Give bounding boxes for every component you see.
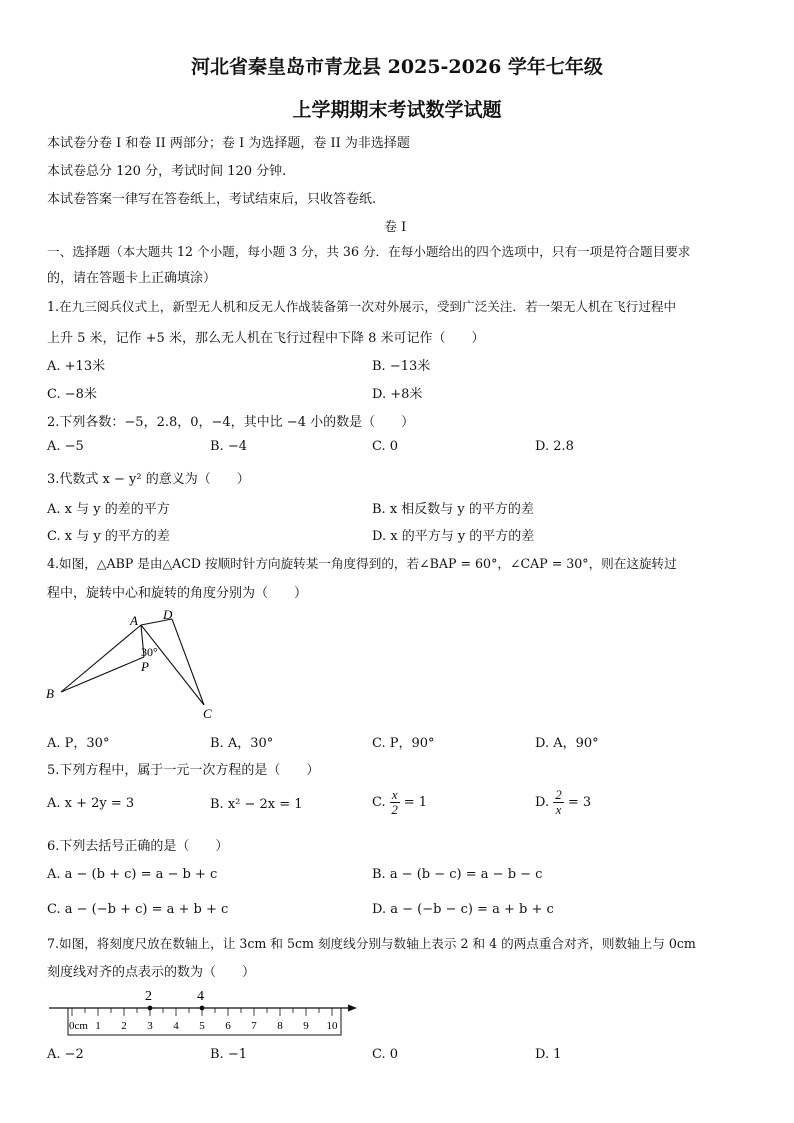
- q1-option-d[interactable]: D. +8米: [372, 387, 423, 402]
- q6-stem: 6.下列去括号正确的是（ ）: [47, 839, 229, 854]
- q5-option-c-fraction: [390, 788, 400, 817]
- q7-option-a[interactable]: A. −2: [47, 1047, 84, 1062]
- ruler-tick-label: 10: [326, 1020, 338, 1032]
- q2-option-b[interactable]: B. −4: [210, 439, 247, 454]
- q1-option-b[interactable]: B. −13米: [372, 359, 431, 374]
- q1-stem-line2: 上升 5 米，记作 +5 米，那么无人机在飞行过程中下降 8 米可记作（ ）: [47, 331, 485, 346]
- q5-option-c-prefix: C.: [372, 795, 386, 810]
- q6-option-a[interactable]: A. a − (b + c) = a − b + c: [47, 867, 218, 882]
- q2-option-c[interactable]: C. 0: [372, 439, 399, 454]
- segment-dc: [172, 619, 204, 705]
- axis-label-4: 4: [197, 989, 204, 1004]
- ruler-tick-label: 8: [277, 1020, 283, 1032]
- q5-option-a[interactable]: A. x + 2y = 3: [47, 796, 135, 811]
- segment-ac: [141, 625, 204, 705]
- label-p: P: [141, 659, 149, 674]
- q4-option-a[interactable]: A. P，30°: [47, 736, 110, 751]
- q4-stem-line2: 程中，旋转中心和旋转的角度分别为（ ）: [47, 586, 308, 601]
- ruler-tick-label: 2: [121, 1020, 127, 1032]
- q5-option-d-rest: = 3: [567, 795, 592, 810]
- q7-ruler-figure: [45, 985, 365, 1040]
- ruler-tick-label: 5: [199, 1020, 205, 1032]
- ruler-tick-label: 1: [95, 1020, 101, 1032]
- q5-option-d-fraction: [553, 788, 564, 817]
- q4-option-c[interactable]: C. P，90°: [372, 736, 435, 751]
- q7-stem-line2: 刻度线对齐的点表示的数为（ ）: [47, 965, 256, 980]
- q3-option-c[interactable]: C. x 与 y 的平方的差: [47, 529, 170, 544]
- part1-intro-1: 一、选择题（本大题共 12 个小题，每小题 3 分，共 36 分．在每小题给出的四个选项中，只有一项是符合题目要求: [47, 244, 691, 259]
- q5-option-c-rest: = 1: [403, 795, 427, 810]
- instruction-2: 本试卷总分 120 分，考试时间 120 分钟.: [47, 164, 287, 179]
- fraction-numerator: x: [391, 787, 398, 802]
- section-label: 卷 I: [384, 220, 407, 235]
- q5-option-b[interactable]: B. x² − 2x = 1: [210, 797, 303, 812]
- q5-stem: 5.下列方程中，属于一元一次方程的是（ ）: [47, 763, 320, 778]
- q2-stem: 2.下列各数：−5，2.8，0，−4，其中比 −4 小的数是（ ）: [47, 415, 415, 430]
- q6-option-d[interactable]: D. a − (−b − c) = a + b + c: [372, 902, 554, 917]
- q1-option-c[interactable]: C. −8米: [47, 387, 97, 402]
- fraction-numerator: 2: [555, 787, 562, 802]
- q5-option-c[interactable]: [372, 788, 427, 817]
- q4-option-b[interactable]: B. A，30°: [210, 736, 274, 751]
- label-b: B: [46, 686, 54, 701]
- q3-option-d[interactable]: D. x 的平方与 y 的平方的差: [372, 529, 535, 544]
- q5-option-d-prefix: D.: [535, 795, 550, 810]
- label-d: D: [163, 607, 173, 622]
- fraction-denominator: x: [555, 802, 562, 817]
- ruler-tick-label: 7: [251, 1020, 257, 1032]
- q2-option-d[interactable]: D. 2.8: [535, 439, 574, 454]
- label-a: A: [130, 613, 138, 628]
- q7-stem-line1: 7.如图，将刻度尺放在数轴上，让 3cm 和 5cm 刻度线分别与数轴上表示 2 和 4 的两点重合对齐，则数轴上与 0cm: [47, 936, 696, 951]
- q4-option-d[interactable]: D. A，90°: [535, 736, 599, 751]
- q3-option-a[interactable]: A. x 与 y 的差的平方: [47, 502, 170, 517]
- instruction-3: 本试卷答案一律写在答卷纸上，考试结束后，只收答卷纸.: [47, 192, 377, 207]
- ruler-unit-label: 0cm: [69, 1020, 88, 1032]
- q6-option-c[interactable]: C. a − (−b + c) = a + b + c: [47, 902, 229, 917]
- q4-stem-line1: 4.如图，△ABP 是由△ACD 按顺时针方向旋转某一角度得到的，若∠BAP = 60°，∠CAP = 30°，则在这旋转过: [47, 556, 677, 571]
- part1-intro-2: 的，请在答题卡上正确填涂）: [47, 271, 217, 286]
- q1-stem-line1: 1.在九三阅兵仪式上，新型无人机和反无人作战装备第一次对外展示，受到广泛关注．若一架无人机在飞行过程中: [47, 299, 677, 314]
- angle-label: 30°: [141, 645, 158, 659]
- ruler-tick-label: 3: [147, 1020, 153, 1032]
- q2-option-a[interactable]: A. −5: [47, 439, 84, 454]
- q1-option-a[interactable]: A. +13米: [47, 359, 106, 374]
- q3-stem: 3.代数式 x − y² 的意义为（ ）: [47, 472, 250, 487]
- label-c: C: [203, 706, 212, 721]
- q5-option-d[interactable]: [535, 788, 591, 817]
- fraction-denominator: 2: [391, 802, 398, 817]
- segment-bp: [61, 657, 144, 692]
- ruler-tick-label: 9: [303, 1020, 309, 1032]
- q3-option-b[interactable]: B. x 相反数与 y 的平方的差: [372, 502, 534, 517]
- page-title-line1: 河北省秦皇岛市青龙县 2025-2026 学年七年级: [191, 56, 603, 78]
- q4-rotation-figure: [40, 605, 240, 725]
- q7-option-c[interactable]: C. 0: [372, 1047, 399, 1062]
- segment-ab: [61, 625, 141, 692]
- page-title-line2: 上学期期末考试数学试题: [292, 99, 502, 121]
- q6-option-b[interactable]: B. a − (b − c) = a − b − c: [372, 867, 543, 882]
- ruler-tick-label: 6: [225, 1020, 231, 1032]
- axis-arrow-icon: [348, 1005, 357, 1012]
- q7-option-b[interactable]: B. −1: [210, 1047, 247, 1062]
- instruction-1: 本试卷分卷 I 和卷 II 两部分；卷 I 为选择题，卷 II 为非选择题: [47, 136, 410, 151]
- axis-label-2: 2: [145, 989, 152, 1004]
- q7-option-d[interactable]: D. 1: [535, 1047, 562, 1062]
- ruler-tick-label: 4: [173, 1020, 179, 1032]
